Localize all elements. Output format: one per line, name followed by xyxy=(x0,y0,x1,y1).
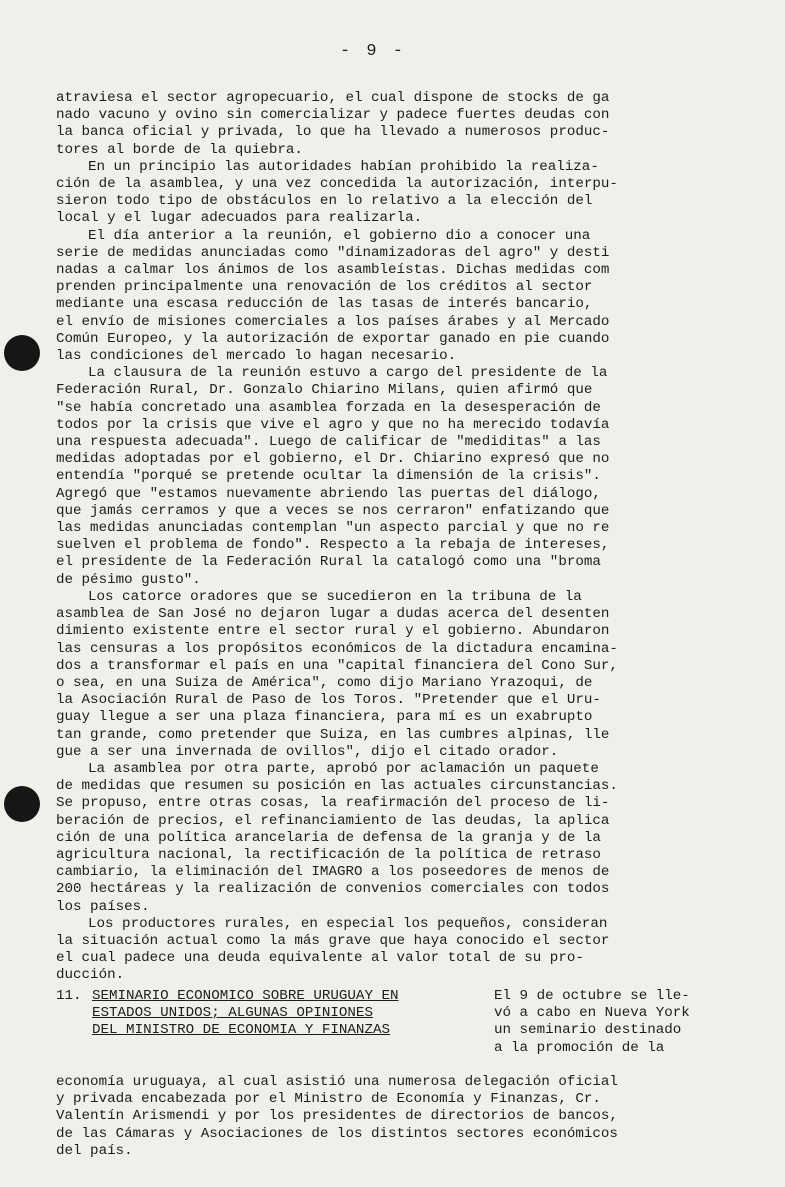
text-line: la banca oficial y privada, lo que ha llevado a numerosos produc- xyxy=(56,124,610,141)
section-title xyxy=(92,988,472,1040)
text-line: Común Europeo, y la autorización de exportar ganado en pie cuando xyxy=(56,330,610,347)
paragraph xyxy=(56,159,728,228)
text-line: La asamblea por otra parte, aprobó por aclamación un paquete xyxy=(88,760,599,777)
text-line: que jamás cerramos y que a veces se nos cerraron" enfatizando que xyxy=(56,502,610,519)
text-line: 200 hectáreas y la realización de convenios comerciales con todos xyxy=(56,881,610,898)
text-line: las medidas anunciadas contemplan "un aspecto parcial y que no re xyxy=(56,520,610,537)
text-line: beración de precios, el refinanciamiento de las deudas, la aplica xyxy=(56,812,610,829)
text-line: las censuras a los propósitos económicos de la dictadura encamina- xyxy=(56,640,618,657)
page-number: - 9 - xyxy=(340,42,407,61)
text-line: ducción. xyxy=(56,967,125,984)
text-line: En un principio las autoridades habían prohibido la realiza- xyxy=(88,158,599,175)
text-line: Se propuso, entre otras cosas, la reafirmación del proceso de li- xyxy=(56,795,610,812)
text-line: dos a transformar el país en una "capital financiera del Cono Sur, xyxy=(56,657,618,674)
text-line: agricultura nacional, la rectificación de la política de retraso xyxy=(56,846,601,863)
text-line: "se había concretado una asamblea forzada en la desesperación de xyxy=(56,399,601,416)
section-body-line: Valentín Arismendi y por los presidentes de directorios de bancos, xyxy=(56,1108,618,1125)
section-intro-line: El 9 de octubre se lle- xyxy=(494,988,690,1004)
paragraph xyxy=(56,589,728,761)
text-line: La clausura de la reunión estuvo a cargo del presidente de la xyxy=(88,365,608,382)
text-line: todos por la crisis que vive el agro y que no ha merecido todavía xyxy=(56,416,610,433)
text-line: entendía "porqué se pretende ocultar la dimensión de la crisis". xyxy=(56,468,601,485)
text-line: ción de una política arancelaria de defensa de la granja y de la xyxy=(56,829,601,846)
text-line: sieron todo tipo de obstáculos en lo relativo a la elección del xyxy=(56,193,593,210)
text-line: una respuesta adecuada". Luego de calificar de "mediditas" a las xyxy=(56,434,601,451)
section-body-line: economía uruguaya, al cual asistió una numerosa delegación oficial xyxy=(56,1074,618,1090)
section-body-line: y privada encabezada por el Ministro de Economía y Finanzas, Cr. xyxy=(56,1091,601,1108)
text-line: el envío de misiones comerciales a los países árabes y al Mercado xyxy=(56,313,610,330)
text-line: la situación actual como la más grave que haya conocido el sector xyxy=(56,932,610,949)
section-body-line: del país. xyxy=(56,1142,133,1159)
text-line: asamblea de San José no dejaron lugar a dudas acerca del desenten xyxy=(56,606,610,623)
text-line: local y el lugar adecuados para realizarla. xyxy=(56,210,423,227)
text-line: El día anterior a la reunión, el gobierno dio a conocer una xyxy=(88,227,591,244)
text-line: atraviesa el sector agropecuario, el cual dispone de stocks de ga xyxy=(56,90,610,106)
text-line: de pésimo gusto". xyxy=(56,571,201,588)
section-title-line: DEL MINISTRO DE ECONOMIA Y FINANZAS xyxy=(92,1022,390,1039)
text-line: el cual padece una deuda equivalente al valor total de su pro- xyxy=(56,950,584,967)
text-line: de medidas que resumen su posición en las actuales circunstancias. xyxy=(56,778,618,795)
text-line: los países. xyxy=(56,898,150,915)
text-line: el presidente de la Federación Rural la catalogó como una "broma xyxy=(56,554,601,571)
text-line: nadas a calmar los ánimos de los asambleístas. Dichas medidas com xyxy=(56,262,610,279)
paragraph xyxy=(56,90,728,159)
section-intro-line: a la promoción de la xyxy=(494,1039,665,1056)
text-line: Federación Rural, Dr. Gonzalo Chiarino Milans, quien afirmó que xyxy=(56,382,593,399)
paragraph xyxy=(56,761,728,916)
text-line: Los catorce oradores que se sucedieron en la tribuna de la xyxy=(88,588,582,605)
text-line: la Asociación Rural de Paso de los Toros. "Pretender que el Uru- xyxy=(56,692,601,709)
text-line: nado vacuno y ovino sin comercializar y padece fuertes deudas con xyxy=(56,107,610,124)
section-intro-line: un seminario destinado xyxy=(494,1022,682,1039)
text-line: tores al borde de la quiebra. xyxy=(56,141,303,158)
text-line: Los productores rurales, en especial los pequeños, consideran xyxy=(88,915,608,932)
text-line: guay llegue a ser una plaza financiera, para mí es un exabrupto xyxy=(56,709,593,726)
text-line: tan grande, como pretender que Suiza, en las cumbres alpinas, lle xyxy=(56,726,610,743)
text-line: medidas adoptadas por el gobierno, el Dr. Chiarino expresó que no xyxy=(56,451,610,468)
section-body xyxy=(56,1074,732,1160)
section-intro xyxy=(494,988,734,1057)
text-line: suelven el problema de fondo". Respecto a la rebaja de intereses, xyxy=(56,537,610,554)
punch-hole-icon xyxy=(4,786,40,822)
section-body-line: de las Cámaras y Asociaciones de los distintos sectores económicos xyxy=(56,1125,618,1142)
text-line: o sea, en una Suiza de América", como dijo Mariano Yrazoqui, de xyxy=(56,674,593,691)
section-title-line: ESTADOS UNIDOS; ALGUNAS OPINIONES xyxy=(92,1005,373,1022)
section-number: 11. xyxy=(56,988,82,1004)
section-title-line: SEMINARIO ECONOMICO SOBRE URUGUAY EN xyxy=(92,988,399,1004)
text-line: gue a ser una invernada de ovillos", dijo el citado orador. xyxy=(56,743,559,760)
paragraph xyxy=(56,228,728,366)
text-line: prenden principalmente una renovación de los créditos al sector xyxy=(56,279,593,296)
paragraph xyxy=(56,916,728,985)
text-line: cambiario, la eliminación del IMAGRO a los poseedores de menos de xyxy=(56,864,610,881)
section-intro-line: vó a cabo en Nueva York xyxy=(494,1005,690,1022)
punch-hole-icon xyxy=(4,335,40,371)
text-line: mediante una escasa reducción de las tasas de interés bancario, xyxy=(56,296,593,313)
text-line: serie de medidas anunciadas como "dinamizadoras del agro" y desti xyxy=(56,244,610,261)
text-line: las condiciones del mercado lo hagan necesario. xyxy=(56,348,457,365)
article-body xyxy=(56,90,728,985)
paragraph xyxy=(56,365,728,589)
text-line: ción de la asamblea, y una vez concedida la autorización, interpu- xyxy=(56,176,618,193)
text-line: Agregó que "estamos nuevamente abriendo las puertas del diálogo, xyxy=(56,485,601,502)
text-line: dimiento existente entre el sector rural y el gobierno. Abundaron xyxy=(56,623,610,640)
